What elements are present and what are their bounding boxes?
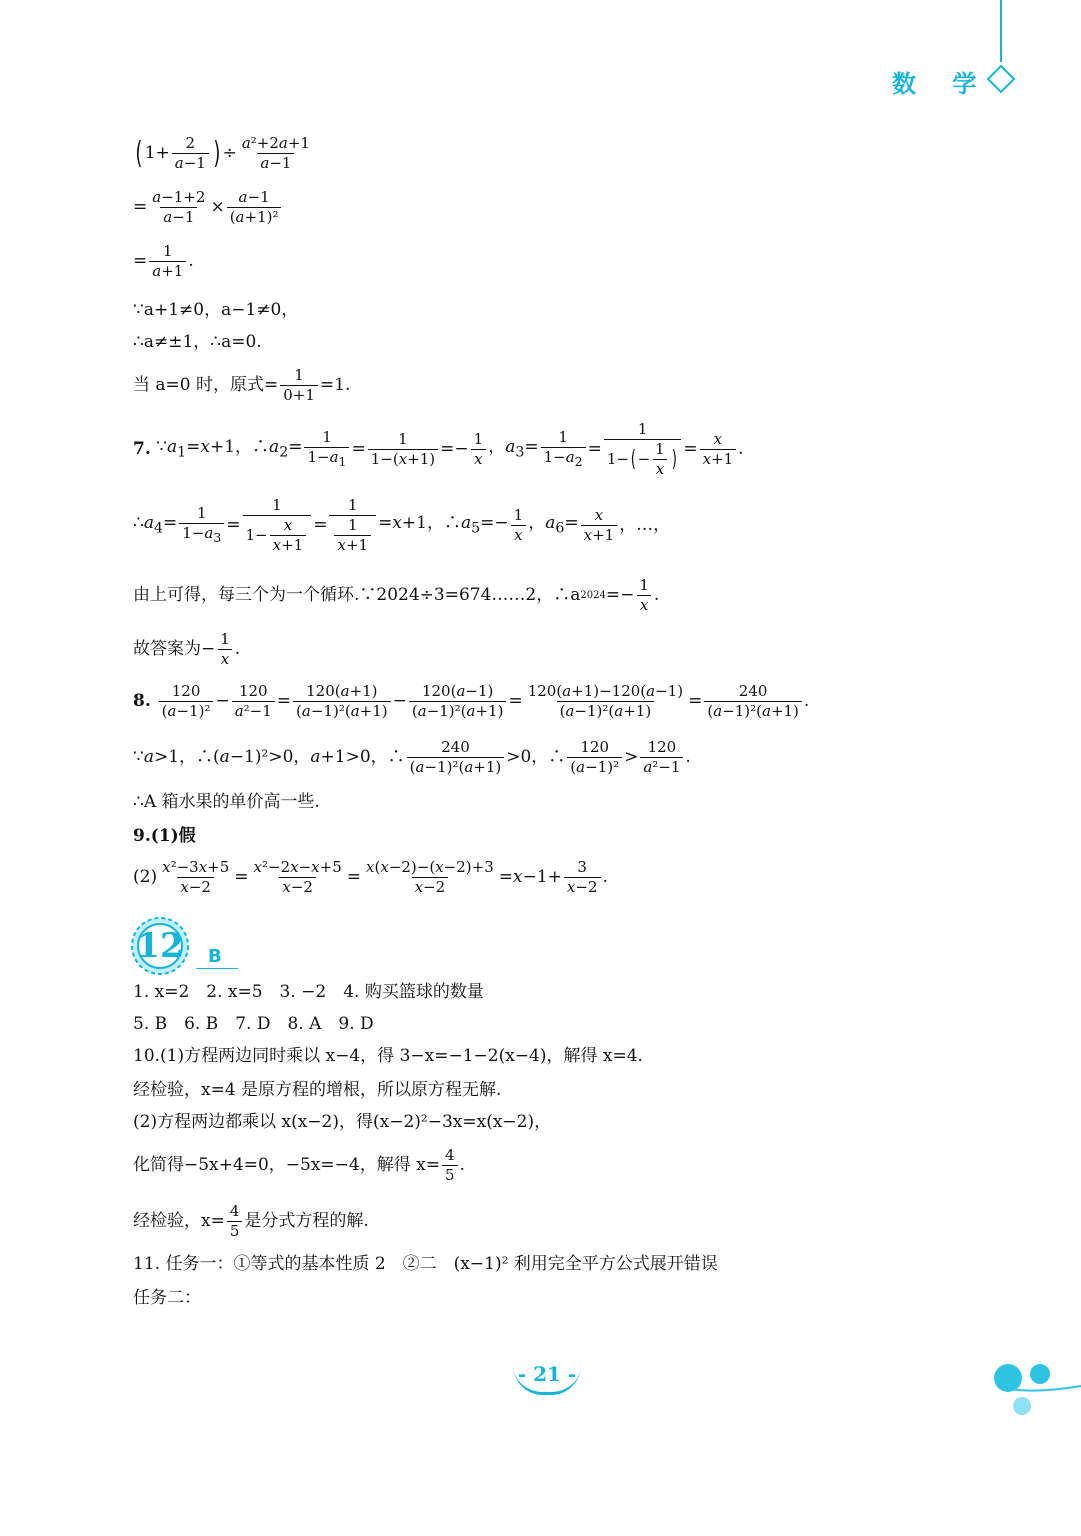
q11-b: 任务二： [133,1288,201,1308]
p8-conclusion: ∴A 箱水果的单价高一些. [133,792,320,812]
p7-line-2: $\therefore a_4=$ $\frac{1}{1-a_3}$ = 1 1− x x+1 = $\frac{1}{\frac{1}{x+1}}$ =x+1，$\therefore a_5=-$ $\frac{1}{x}$ ，$a_6=$ $\frac{x}{x+1}$ ，…， [133,496,671,554]
page-number-value: 21 [533,1362,561,1386]
p9-1: 9.(1)假 [133,826,196,846]
q10-b: 经检验，x=4 是原方程的增根，所以原方程无解. [133,1080,502,1100]
substitute-line: 当 a=0 时，原式= $\frac{1}{0+1}$ =1. [133,366,351,404]
q10-e-prefix: 经检验，x= [133,1211,225,1231]
q10-a: 10.(1)方程两边同时乘以 x−4，得 3−x=−1−2(x−4)，解得 x=4. [133,1046,643,1066]
page-number: - 21 - [517,1362,577,1386]
s12-row-1: 1. x=2 2. x=5 3. −2 4. 购买篮球的数量 [133,982,484,1002]
section-letter: B [208,946,222,967]
p9-2-label: (2) [133,867,158,887]
p9-2: (2) $\frac{\text{x²−3x+5}}{x-2}$ = $\frac{\text{x²−2x−x+5}}{x-2}$ = $\frac{x(x-2)-(x-2)+3}{x-2}$ =x−1+ $\frac{3}{x-2}$ . [133,858,608,896]
p7-answer: 故答案为− $\frac{1}{x}$ . [133,630,241,668]
decorative-bubbles-icon [984,1358,1081,1422]
header-subject: 数 学 [892,70,991,98]
therefore-line: ∴a≠±1，∴a=0. [133,332,262,352]
section-letter-underline [196,968,238,969]
q10-c: (2)方程两边都乘以 x(x−2)，得(x−2)²−3x=x(x−2)， [133,1112,552,1132]
s12-row-2: 5. B 6. B 7. D 8. A 9. D [133,1014,374,1034]
p7-tail: 由上可得，每三个为一个循环.∵2024÷3=674……2，∴a 2024 =− $\frac{1}{x}$ . [133,576,660,614]
p7-sub: 2024 [580,589,606,601]
substitute-result: =1. [319,375,351,395]
q10-d-prefix: 化简得−5x+4=0，−5x=−4，解得 x= [133,1155,440,1175]
given-line: ∵a+1≠0，a−1≠0， [133,300,299,320]
expr-line-3: = $\frac{1}{a+1}$ . [133,242,194,280]
q10-e-suffix: 是分式方程的解. [244,1211,369,1231]
header-vertical-line [1000,0,1002,62]
q10-e: 经检验，x= $\frac{4}{5}$ 是分式方程的解. [133,1202,369,1240]
diamond-icon [986,64,1016,94]
p7-tail-text: 由上可得，每三个为一个循环.∵2024÷3=674……2，∴a [133,585,581,605]
q10-d: 化简得−5x+4=0，−5x=−4，解得 x= $\frac{4}{5}$ . [133,1146,465,1184]
p8-line-1: 8. 120 (a−1)² − $\frac{120}{\text{a²−1}}$ = $\frac{120(a+1)}{\text{(a−1)²(a+1)}}$ − $\frac{120(a-1)}{\text{(a−1)²(a+1)}}$ = $\frac{120(a+1)-120(a-1)}{\text{(a−1)²(a+1)}}$ = $\frac{240}{\text{(a−1)²(a+1)}}$ . [133,682,810,720]
substitute-prefix: 当 a=0 时，原式= [133,375,279,395]
section-badge-number: 12 [136,926,184,966]
answer-prefix: 故答案为− [133,639,216,659]
p8-line-2: ∵a>1，∴(a−1)²>0，a+1>0，∴ 240 (a−1)²(a+1) >0，∴ 120 (a−1)² > 120 a²−1 . [133,738,691,776]
expr-line-2: = $\frac{a-1+2}{a-1}$ × $\frac{a-1}{\text{(a+1)²}}$ [133,190,283,225]
p7-line-1: 7. $\because a_1=x+1$，$\therefore a_2=$ $\frac{1}{1-a_1}$ = $\frac{1}{1-(x+1)}$ =− $\frac{1}{x}$ ，$a_3=$ $\frac{1}{1-a_2}$ = 1 1− ( − 1 x ) = $\frac{x}{x+1}$ . [133,420,744,478]
expr-line-1: ( 1+ $\frac{2}{a-1}$ ) ÷ $\frac{\text{a²+2a+1}}{a-1}$ [135,134,310,172]
q11-a: 11. 任务一：①等式的基本性质 2 ②二 (x−1)² 利用完全平方公式展开错误 [133,1254,718,1274]
